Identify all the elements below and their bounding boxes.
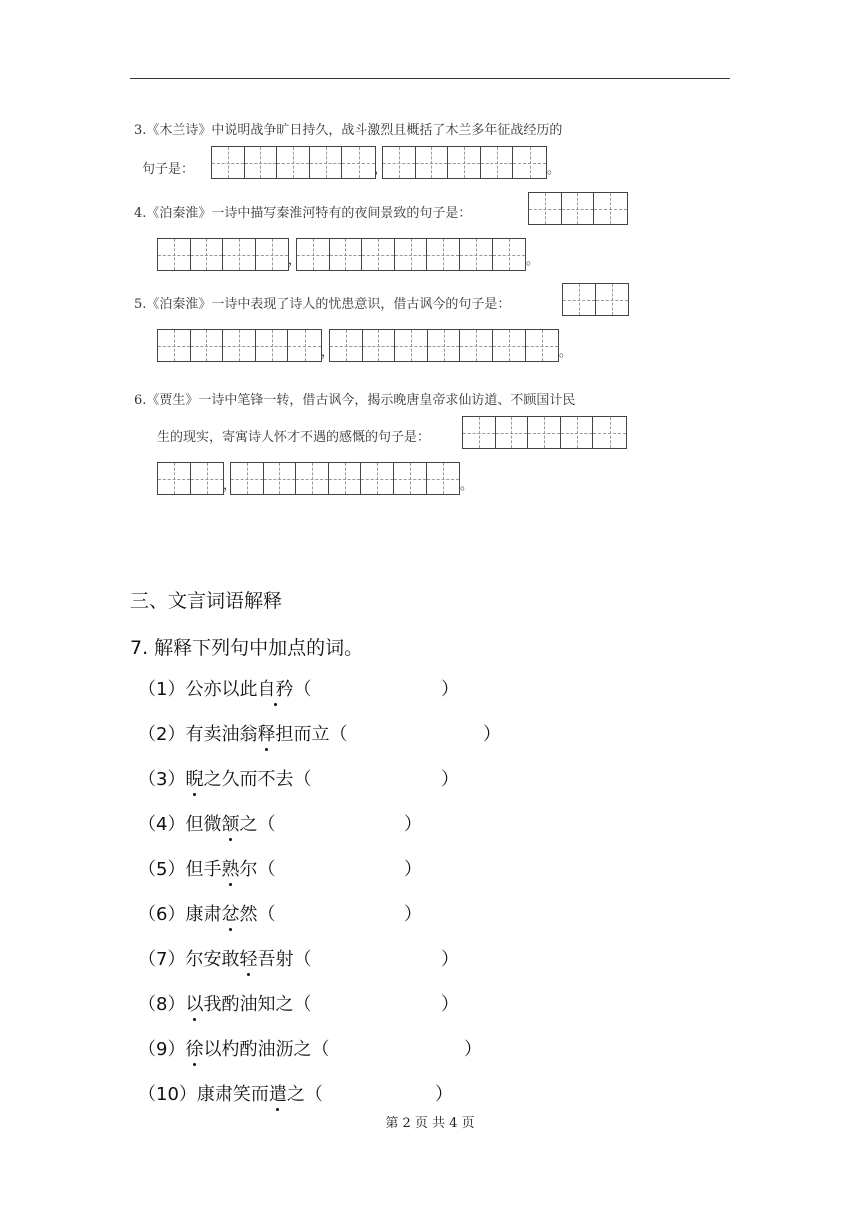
- dotted-word: 轻: [239, 945, 257, 971]
- list-item-6: （6）康肃忿然（: [138, 900, 275, 926]
- q6-answer-grid-2[interactable]: [157, 462, 224, 495]
- answer-blank-close-8[interactable]: ）: [441, 994, 459, 1015]
- q4-answer-grid-2[interactable]: [157, 238, 289, 271]
- list-item-7: （7）尔安敢轻吾射（: [138, 945, 311, 971]
- q6-prompt: 6.《贾生》一诗中笔锋一转，借古讽今，揭示晚唐皇帝求仙访道、不顾国计民: [134, 393, 576, 408]
- q3-period: 。: [547, 162, 561, 177]
- list-item-8: （8）以我酌油知之（: [138, 990, 311, 1016]
- answer-blank-close-10[interactable]: ）: [435, 1084, 453, 1105]
- q5-answer-grid-1[interactable]: [562, 283, 629, 316]
- dotted-word: 熟: [221, 855, 239, 881]
- list-item-10: （10）康肃笑而遣之（: [138, 1080, 323, 1106]
- dotted-word: 颔: [221, 810, 239, 836]
- list-item-9: （9）徐以杓酌油沥之（: [138, 1035, 329, 1061]
- answer-blank-close-3[interactable]: ）: [441, 769, 459, 790]
- q3-answer-grid-1[interactable]: [211, 146, 376, 179]
- q4-comma: ，: [288, 253, 302, 268]
- dotted-word: 睨: [185, 765, 203, 791]
- answer-blank-close-9[interactable]: ）: [464, 1039, 482, 1060]
- dotted-word: 遣: [269, 1080, 287, 1106]
- q4-prompt: 4.《泊秦淮》一诗中描写秦淮河特有的夜间景致的句子是：: [134, 206, 472, 221]
- question-7: 7. 解释下列句中加点的词。: [130, 637, 364, 659]
- q5-answer-grid-2[interactable]: [157, 329, 322, 362]
- q3-answer-grid-2[interactable]: [382, 146, 547, 179]
- list-item-5: （5）但手熟尔（: [138, 855, 275, 881]
- answer-blank-close-6[interactable]: ）: [404, 904, 422, 925]
- list-item-1: （1）公亦以此自矜（: [138, 675, 311, 701]
- q6-prompt-tail: 生的现实，寄寓诗人怀才不遇的感慨的句子是：: [157, 430, 431, 445]
- header-rule: [130, 78, 730, 79]
- answer-blank-close-2[interactable]: ）: [483, 724, 501, 745]
- answer-blank-close-5[interactable]: ）: [404, 859, 422, 880]
- list-item-2: （2）有卖油翁释担而立（: [138, 720, 347, 746]
- page-footer: 第 2 页 共 4 页: [385, 1116, 475, 1131]
- q3-prompt-tail: 句子是：: [142, 162, 195, 177]
- q6-answer-grid-3[interactable]: [230, 462, 460, 495]
- q5-comma: ，: [321, 345, 335, 360]
- q6-period: 。: [460, 478, 474, 493]
- list-item-3: （3）睨之久而不去（: [138, 765, 311, 791]
- q6-answer-grid-1[interactable]: [462, 416, 627, 449]
- dotted-word: 以: [185, 990, 203, 1016]
- dotted-word: 徐: [185, 1035, 203, 1061]
- section-heading: 三、文言词语解释: [130, 590, 283, 612]
- dotted-word: 释: [257, 720, 275, 746]
- answer-blank-close-4[interactable]: ）: [404, 814, 422, 835]
- q4-answer-grid-1[interactable]: [528, 192, 628, 225]
- answer-blank-close-7[interactable]: ）: [441, 949, 459, 970]
- q5-prompt: 5.《泊秦淮》一诗中表现了诗人的忧患意识，借古讽今的句子是：: [134, 297, 511, 312]
- q3-prompt: 3.《木兰诗》中说明战争旷日持久，战斗激烈且概括了木兰多年征战经历的: [134, 123, 563, 138]
- q3-comma: ，: [374, 162, 388, 177]
- dotted-word: 自矜: [257, 675, 293, 701]
- q5-period: 。: [559, 345, 573, 360]
- q6-comma: ，: [223, 478, 237, 493]
- dotted-word: 忿: [221, 900, 239, 926]
- list-item-4: （4）但微颔之（: [138, 810, 275, 836]
- q5-answer-grid-3[interactable]: [329, 329, 559, 362]
- answer-blank-close-1[interactable]: ）: [441, 679, 459, 700]
- q4-answer-grid-3[interactable]: [296, 238, 526, 271]
- q4-period: 。: [526, 253, 540, 268]
